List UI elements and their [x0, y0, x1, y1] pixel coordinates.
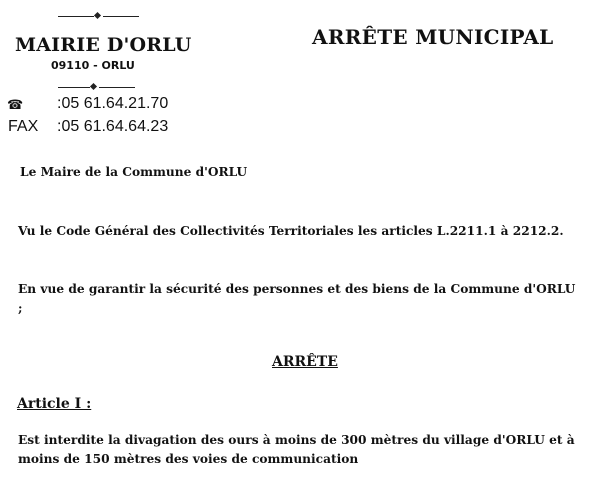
phone-number: :05 61.64.21.70 — [57, 95, 169, 112]
decree-paragraph: Est interdite la divagation des ours à moins de 300 mètres du village d'ORLU et à moins de 150 mètres des voies de communication — [18, 433, 575, 466]
fax-number: :05 61.64.64.23 — [57, 118, 169, 135]
mairie-name: MAIRIE D'ORLU — [15, 34, 192, 56]
fax-label: FAX — [8, 118, 39, 135]
header-rule-bottom-left — [58, 87, 90, 88]
garantir-paragraph: En vue de garantir la sécurité des personnes et des biens de la Commune d'ORLU ; — [18, 282, 576, 315]
vu-paragraph: Vu le Code Général des Collectivités Territoriales les articles L.2211.1 à 2212.2. — [18, 224, 564, 238]
header-rule-bottom-right — [99, 87, 135, 88]
maire-line: Le Maire de la Commune d'ORLU — [20, 165, 248, 179]
article-label: Article I : — [17, 396, 92, 412]
header-rule-top-right — [103, 16, 139, 17]
header-rule-top-left — [58, 16, 94, 17]
header-rule-top-diamond — [94, 12, 101, 19]
postal-code: 09110 - ORLU — [51, 59, 135, 72]
document-title: ARRÊTE MUNICIPAL — [312, 25, 554, 49]
phone-icon: ☎ — [7, 97, 24, 112]
arrete-heading: ARRÊTE — [272, 354, 338, 370]
header-rule-bottom-diamond — [90, 83, 97, 90]
